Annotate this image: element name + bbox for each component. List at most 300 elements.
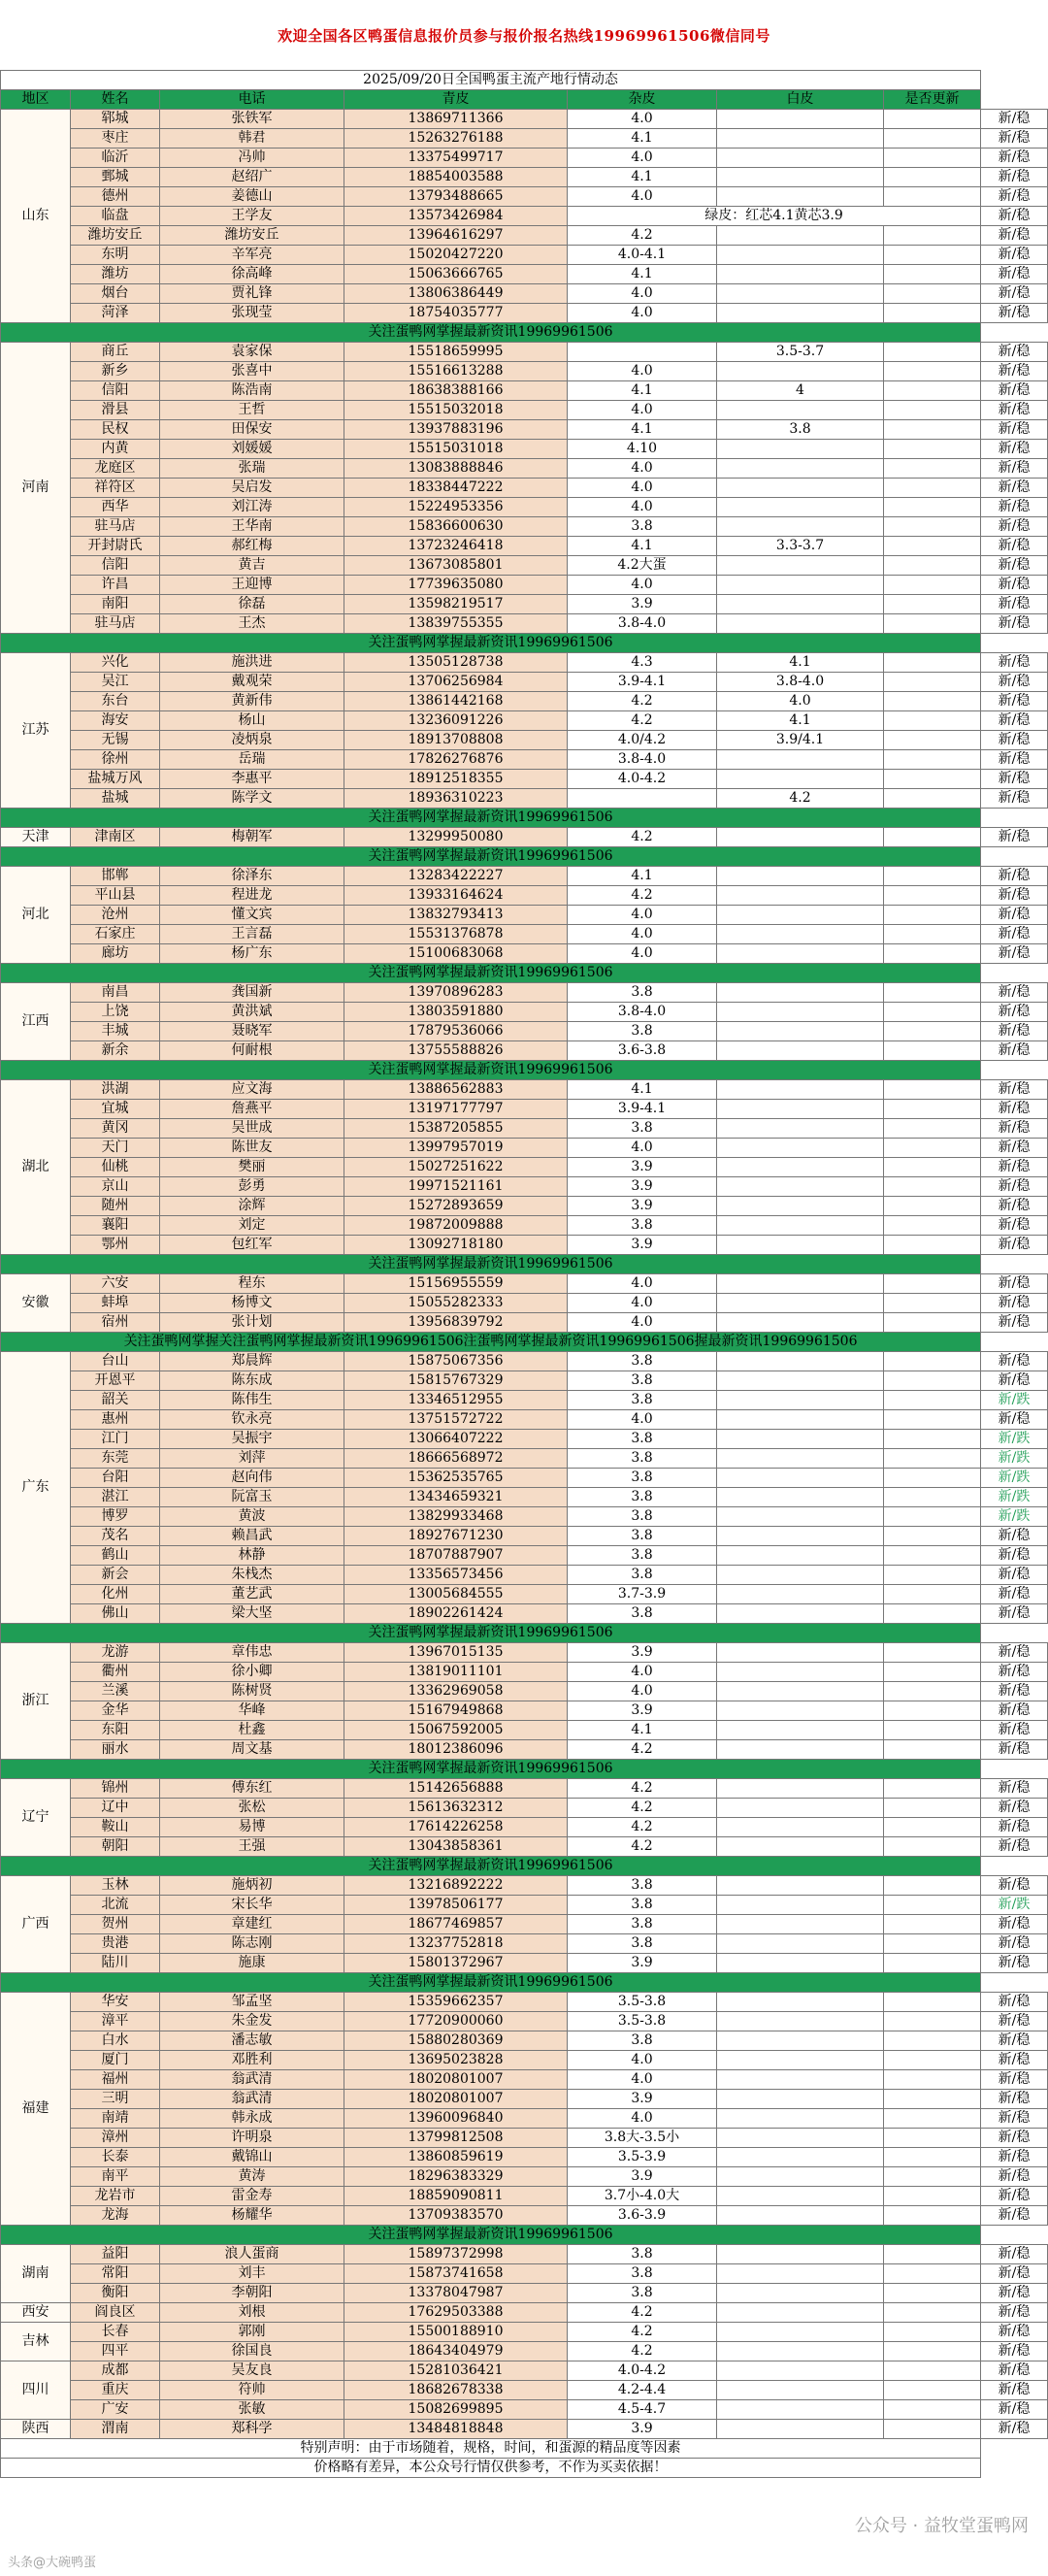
city-cell: 丰城 xyxy=(71,1022,160,1041)
city-cell: 廊坊 xyxy=(71,944,160,964)
table-row xyxy=(1,750,1048,770)
bai-price-cell xyxy=(884,2323,981,2342)
bai-price-cell xyxy=(884,1003,981,1022)
phone-cell: 15500188910 xyxy=(344,2323,568,2342)
name-cell: 潘志敏 xyxy=(160,2031,344,2051)
qing-price-cell: 4.1 xyxy=(568,265,717,284)
phone-cell: 15020427220 xyxy=(344,246,568,265)
bai-price-cell xyxy=(884,770,981,789)
city-cell: 西华 xyxy=(71,498,160,517)
city-cell: 信阳 xyxy=(71,381,160,401)
bai-price-cell xyxy=(884,1566,981,1585)
status-cell: 新/稳 xyxy=(981,2245,1048,2264)
phone-cell: 13346512955 xyxy=(344,1391,568,1410)
status-cell: 新/稳 xyxy=(981,2361,1048,2381)
city-cell: 鞍山 xyxy=(71,1818,160,1837)
status-cell: 新/稳 xyxy=(981,789,1048,809)
za-price-cell xyxy=(717,2187,884,2206)
za-price-cell xyxy=(717,1643,884,1663)
qing-price-cell: 4.2 xyxy=(568,711,717,731)
notice-cell: 关注蛋鸭网掌握最新资讯19969961506 xyxy=(1,634,981,653)
table-row xyxy=(1,1954,1048,1973)
city-cell: 湛江 xyxy=(71,1488,160,1507)
qing-price-cell: 4.2 xyxy=(568,1779,717,1799)
za-price-cell xyxy=(717,1371,884,1391)
name-cell: 杨山 xyxy=(160,711,344,731)
phone-cell: 13299950080 xyxy=(344,828,568,847)
za-price-cell xyxy=(717,1585,884,1604)
name-cell: 徐泽东 xyxy=(160,867,344,886)
header-za: 杂皮 xyxy=(568,90,717,110)
za-price-cell xyxy=(717,2070,884,2090)
phone-cell: 15516613288 xyxy=(344,362,568,381)
city-cell: 华安 xyxy=(71,1993,160,2012)
phone-cell: 18927671230 xyxy=(344,1527,568,1546)
bai-price-cell xyxy=(884,925,981,944)
table-row xyxy=(1,1410,1048,1430)
notice-cell: 关注蛋鸭网掌握关注蛋鸭网掌握最新资讯19969961506注蛋鸭网掌握最新资讯19969961506握最新资讯19969961506 xyxy=(1,1333,981,1352)
status-cell: 新/稳 xyxy=(981,149,1048,168)
table-row xyxy=(1,1527,1048,1546)
za-price-cell xyxy=(717,2381,884,2400)
qing-price-cell: 4.0 xyxy=(568,304,717,323)
phone-cell: 13375499717 xyxy=(344,149,568,168)
phone-cell: 15167949868 xyxy=(344,1701,568,1721)
table-row xyxy=(1,1236,1048,1255)
za-price-cell xyxy=(717,828,884,847)
notice-row xyxy=(1,2226,1048,2245)
qing-price-cell: 4.0 xyxy=(568,1682,717,1701)
name-cell: 徐磊 xyxy=(160,595,344,614)
za-price-cell xyxy=(717,1896,884,1915)
city-cell: 玉林 xyxy=(71,1876,160,1896)
phone-cell: 17614226258 xyxy=(344,1818,568,1837)
bai-price-cell xyxy=(884,343,981,362)
city-cell: 兰溪 xyxy=(71,1682,160,1701)
status-cell: 新/稳 xyxy=(981,1818,1048,1837)
name-cell: 刘萍 xyxy=(160,1449,344,1469)
status-cell: 新/稳 xyxy=(981,129,1048,149)
header-qing: 青皮 xyxy=(344,90,568,110)
phone-cell: 18682678338 xyxy=(344,2381,568,2400)
za-price-cell xyxy=(717,2323,884,2342)
phone-cell: 13978506177 xyxy=(344,1896,568,1915)
qing-price-cell: 3.8大-3.5小 xyxy=(568,2129,717,2148)
qing-price-cell: 3.9 xyxy=(568,1197,717,1216)
za-price-cell xyxy=(717,1294,884,1313)
za-price-cell xyxy=(717,2129,884,2148)
qing-price-cell: 4.0 xyxy=(568,110,717,129)
za-price-cell xyxy=(717,284,884,304)
name-cell: 戴锦山 xyxy=(160,2148,344,2167)
qing-price-cell: 4.0 xyxy=(568,1663,717,1682)
qing-price-cell: 3.5-3.9 xyxy=(568,2148,717,2167)
za-price-cell xyxy=(717,556,884,576)
bai-price-cell xyxy=(884,187,981,207)
name-cell: 王杰 xyxy=(160,614,344,634)
bai-price-cell xyxy=(884,1721,981,1740)
name-cell: 傅东红 xyxy=(160,1779,344,1799)
name-cell: 包红军 xyxy=(160,1236,344,1255)
city-cell: 衢州 xyxy=(71,1663,160,1682)
table-row xyxy=(1,2148,1048,2167)
za-price-cell xyxy=(717,1022,884,1041)
status-cell: 新/稳 xyxy=(981,110,1048,129)
name-cell: 袁家保 xyxy=(160,343,344,362)
status-cell: 新/稳 xyxy=(981,1313,1048,1333)
region-cell: 湖南 xyxy=(1,2245,71,2303)
bai-price-cell xyxy=(884,789,981,809)
phone-cell: 13709383570 xyxy=(344,2206,568,2226)
name-cell: 聂晓军 xyxy=(160,1022,344,1041)
name-cell: 赖昌武 xyxy=(160,1527,344,1546)
phone-cell: 15387205855 xyxy=(344,1119,568,1139)
bai-price-cell xyxy=(884,1371,981,1391)
za-price-cell xyxy=(717,1274,884,1294)
bai-price-cell xyxy=(884,168,981,187)
bai-price-cell xyxy=(884,1100,981,1119)
city-cell: 东台 xyxy=(71,692,160,711)
bai-price-cell xyxy=(884,1469,981,1488)
city-cell: 东明 xyxy=(71,246,160,265)
bai-price-cell xyxy=(884,420,981,440)
city-cell: 金华 xyxy=(71,1701,160,1721)
bai-price-cell xyxy=(884,653,981,673)
status-cell: 新/稳 xyxy=(981,692,1048,711)
za-price-cell xyxy=(717,2109,884,2129)
za-price-cell xyxy=(717,2012,884,2031)
qing-price-cell: 3.8 xyxy=(568,1915,717,1934)
phone-cell: 13043858361 xyxy=(344,1837,568,1857)
status-cell: 新/稳 xyxy=(981,1100,1048,1119)
qing-price-cell: 3.9 xyxy=(568,595,717,614)
qing-price-cell: 4.2 xyxy=(568,2342,717,2361)
status-cell: 新/稳 xyxy=(981,517,1048,537)
phone-cell: 15515031018 xyxy=(344,440,568,459)
city-cell: 吴江 xyxy=(71,673,160,692)
qing-price-cell xyxy=(568,343,717,362)
name-cell: 程进龙 xyxy=(160,886,344,906)
name-cell: 刘丰 xyxy=(160,2264,344,2284)
bai-price-cell xyxy=(884,2284,981,2303)
table-row xyxy=(1,556,1048,576)
name-cell: 王言磊 xyxy=(160,925,344,944)
table-row xyxy=(1,2245,1048,2264)
za-price-cell xyxy=(717,401,884,420)
table-row xyxy=(1,343,1048,362)
status-cell: 新/稳 xyxy=(981,1604,1048,1624)
za-price-cell xyxy=(717,2148,884,2167)
city-cell: 惠州 xyxy=(71,1410,160,1430)
city-cell: 佛山 xyxy=(71,1604,160,1624)
name-cell: 詹燕平 xyxy=(160,1100,344,1119)
phone-cell: 13362969058 xyxy=(344,1682,568,1701)
qing-price-cell: 4.2 xyxy=(568,692,717,711)
status-cell: 新/稳 xyxy=(981,1566,1048,1585)
table-row xyxy=(1,886,1048,906)
bai-price-cell xyxy=(884,2031,981,2051)
region-cell: 辽宁 xyxy=(1,1779,71,1857)
notice-row xyxy=(1,634,1048,653)
bai-price-cell xyxy=(884,1080,981,1100)
bai-price-cell xyxy=(884,595,981,614)
city-cell: 台阳 xyxy=(71,1469,160,1488)
status-cell: 新/稳 xyxy=(981,2129,1048,2148)
table-row xyxy=(1,983,1048,1003)
bai-price-cell xyxy=(884,2051,981,2070)
phone-cell: 13484818848 xyxy=(344,2420,568,2439)
bai-price-cell xyxy=(884,1643,981,1663)
qing-price-cell: 3.9-4.1 xyxy=(568,673,717,692)
city-cell: 龙庭区 xyxy=(71,459,160,479)
qing-price-cell: 4.2 xyxy=(568,1740,717,1760)
qing-price-cell: 3.8 xyxy=(568,1430,717,1449)
region-cell: 江苏 xyxy=(1,653,71,809)
za-price-cell xyxy=(717,1003,884,1022)
watermark-right: 公众号 · 益牧堂蛋鸭网 xyxy=(854,2516,1029,2536)
city-cell: 菏泽 xyxy=(71,304,160,323)
city-cell: 滑县 xyxy=(71,401,160,420)
bai-price-cell xyxy=(884,1527,981,1546)
table-row xyxy=(1,2284,1048,2303)
za-price-cell xyxy=(717,226,884,246)
status-cell: 新/稳 xyxy=(981,867,1048,886)
phone-cell: 13092718180 xyxy=(344,1236,568,1255)
city-cell: 潍坊安丘 xyxy=(71,226,160,246)
za-price-cell xyxy=(717,1177,884,1197)
notice-cell: 关注蛋鸭网掌握最新资讯19969961506 xyxy=(1,1857,981,1876)
qing-price-cell: 4.0 xyxy=(568,459,717,479)
notice-cell: 关注蛋鸭网掌握最新资讯19969961506 xyxy=(1,1061,981,1080)
notice-row xyxy=(1,964,1048,983)
name-cell: 刘根 xyxy=(160,2303,344,2323)
za-price-cell: 3.8 xyxy=(717,420,884,440)
status-cell: 新/稳 xyxy=(981,2400,1048,2420)
phone-cell: 13839755355 xyxy=(344,614,568,634)
qing-price-cell: 4.0-4.2 xyxy=(568,770,717,789)
status-cell: 新/稳 xyxy=(981,1799,1048,1818)
qing-price-cell: 3.9-4.1 xyxy=(568,1100,717,1119)
bai-price-cell xyxy=(884,2400,981,2420)
name-cell: 岳瑞 xyxy=(160,750,344,770)
name-cell: 黄洪斌 xyxy=(160,1003,344,1022)
bai-price-cell xyxy=(884,226,981,246)
phone-cell: 17720900060 xyxy=(344,2012,568,2031)
qing-price-cell: 3.8 xyxy=(568,1216,717,1236)
status-cell: 新/稳 xyxy=(981,1119,1048,1139)
city-cell: 漳平 xyxy=(71,2012,160,2031)
status-cell: 新/稳 xyxy=(981,1934,1048,1954)
table-row xyxy=(1,906,1048,925)
za-price-cell xyxy=(717,2342,884,2361)
bai-price-cell xyxy=(884,110,981,129)
city-cell: 沧州 xyxy=(71,906,160,925)
city-cell: 信阳 xyxy=(71,556,160,576)
phone-cell: 18020801007 xyxy=(344,2090,568,2109)
table-row xyxy=(1,2206,1048,2226)
city-cell: 贵港 xyxy=(71,1934,160,1954)
za-price-cell xyxy=(717,2051,884,2070)
phone-cell: 13673085801 xyxy=(344,556,568,576)
qing-price-cell: 4.10 xyxy=(568,440,717,459)
table-row xyxy=(1,1294,1048,1313)
phone-cell: 13937883196 xyxy=(344,420,568,440)
qing-price-cell: 4.0 xyxy=(568,1313,717,1333)
phone-cell: 15880280369 xyxy=(344,2031,568,2051)
za-price-cell xyxy=(717,1410,884,1430)
za-price-cell xyxy=(717,440,884,459)
za-price-cell: 4.1 xyxy=(717,711,884,731)
qing-price-cell: 3.8 xyxy=(568,1391,717,1410)
status-cell: 新/稳 xyxy=(981,2051,1048,2070)
table-row xyxy=(1,226,1048,246)
status-cell: 新/稳 xyxy=(981,168,1048,187)
bai-price-cell xyxy=(884,673,981,692)
qing-price-cell: 3.9 xyxy=(568,2090,717,2109)
za-price-cell xyxy=(717,1740,884,1760)
city-cell: 新余 xyxy=(71,1041,160,1061)
phone-cell: 13860859619 xyxy=(344,2148,568,2167)
phone-cell: 15063666765 xyxy=(344,265,568,284)
qing-price-cell: 4.2 xyxy=(568,226,717,246)
city-cell: 盐城 xyxy=(71,789,160,809)
bai-price-cell xyxy=(884,1274,981,1294)
bai-price-cell xyxy=(884,2303,981,2323)
name-cell: 施康 xyxy=(160,1954,344,1973)
phone-cell: 18338447222 xyxy=(344,479,568,498)
qing-price-cell: 4.2 xyxy=(568,1799,717,1818)
status-cell: 新/稳 xyxy=(981,925,1048,944)
status-cell: 新/稳 xyxy=(981,537,1048,556)
city-cell: 三明 xyxy=(71,2090,160,2109)
bai-price-cell xyxy=(884,2070,981,2090)
qing-price-cell: 4.2 xyxy=(568,2303,717,2323)
status-cell: 新/稳 xyxy=(981,226,1048,246)
phone-cell: 13237752818 xyxy=(344,1934,568,1954)
header-status: 是否更新 xyxy=(884,90,981,110)
status-cell: 新/稳 xyxy=(981,1876,1048,1896)
name-cell: 吴友良 xyxy=(160,2361,344,2381)
table-row xyxy=(1,2420,1048,2439)
name-cell: 章伟忠 xyxy=(160,1643,344,1663)
bai-price-cell xyxy=(884,1197,981,1216)
name-cell: 张计划 xyxy=(160,1313,344,1333)
status-cell: 新/稳 xyxy=(981,2420,1048,2439)
table-row xyxy=(1,2323,1048,2342)
status-cell: 新/稳 xyxy=(981,673,1048,692)
name-cell: 懂文宾 xyxy=(160,906,344,925)
city-cell: 郓城 xyxy=(71,110,160,129)
header-name: 姓名 xyxy=(71,90,160,110)
city-cell: 天门 xyxy=(71,1139,160,1158)
status-cell: 新/稳 xyxy=(981,1022,1048,1041)
name-cell: 龚国新 xyxy=(160,983,344,1003)
table-row xyxy=(1,595,1048,614)
city-cell: 江门 xyxy=(71,1430,160,1449)
za-price-cell xyxy=(717,1469,884,1488)
bai-price-cell xyxy=(884,459,981,479)
bai-price-cell xyxy=(884,1740,981,1760)
phone-cell: 13197177797 xyxy=(344,1100,568,1119)
za-price-cell xyxy=(717,2206,884,2226)
city-cell: 南阳 xyxy=(71,595,160,614)
city-cell: 鹤山 xyxy=(71,1546,160,1566)
city-cell: 仙桃 xyxy=(71,1158,160,1177)
name-cell: 朱金发 xyxy=(160,2012,344,2031)
table-row xyxy=(1,1876,1048,1896)
name-cell: 陈树贤 xyxy=(160,1682,344,1701)
city-cell: 福州 xyxy=(71,2070,160,2090)
qing-price-cell: 3.8 xyxy=(568,1934,717,1954)
name-cell: 何耐根 xyxy=(160,1041,344,1061)
qing-price-cell: 4.0 xyxy=(568,498,717,517)
bai-price-cell xyxy=(884,1876,981,1896)
name-cell: 梁大坚 xyxy=(160,1604,344,1624)
qing-price-cell: 3.8 xyxy=(568,2031,717,2051)
status-cell: 新/跌 xyxy=(981,1488,1048,1507)
phone-cell: 15281036421 xyxy=(344,2361,568,2381)
qing-price-cell: 3.6-3.9 xyxy=(568,2206,717,2226)
city-cell: 南昌 xyxy=(71,983,160,1003)
phone-cell: 13755588826 xyxy=(344,1041,568,1061)
table-row xyxy=(1,168,1048,187)
bai-price-cell xyxy=(884,2342,981,2361)
za-price-cell xyxy=(717,2245,884,2264)
name-cell: 施炳初 xyxy=(160,1876,344,1896)
city-cell: 津南区 xyxy=(71,828,160,847)
qing-price-cell: 4.1 xyxy=(568,1721,717,1740)
bai-price-cell xyxy=(884,1954,981,1973)
name-cell: 张松 xyxy=(160,1799,344,1818)
bai-price-cell xyxy=(884,2381,981,2400)
status-cell: 新/稳 xyxy=(981,1527,1048,1546)
table-row xyxy=(1,1488,1048,1507)
table-row xyxy=(1,129,1048,149)
qing-price-cell: 3.6-3.8 xyxy=(568,1041,717,1061)
status-cell: 新/稳 xyxy=(981,1721,1048,1740)
bai-price-cell xyxy=(884,1313,981,1333)
status-cell: 新/稳 xyxy=(981,983,1048,1003)
za-price-cell xyxy=(717,1546,884,1566)
phone-cell: 18902261424 xyxy=(344,1604,568,1624)
table-row xyxy=(1,1837,1048,1857)
status-cell: 新/跌 xyxy=(981,1469,1048,1488)
name-cell: 刘媛媛 xyxy=(160,440,344,459)
status-cell: 新/稳 xyxy=(981,1701,1048,1721)
table-row xyxy=(1,1721,1048,1740)
bai-price-cell xyxy=(884,362,981,381)
notice-cell: 关注蛋鸭网掌握最新资讯19969961506 xyxy=(1,964,981,983)
footer-disclaimer-2: 价格略有差异，本公众号行情仅供参考，不作为买卖依据！ xyxy=(1,2459,981,2478)
phone-cell: 13933164624 xyxy=(344,886,568,906)
table-row xyxy=(1,2264,1048,2284)
name-cell: 冯帅 xyxy=(160,149,344,168)
name-cell: 林静 xyxy=(160,1546,344,1566)
city-cell: 潍坊 xyxy=(71,265,160,284)
table-row xyxy=(1,1701,1048,1721)
za-price-cell xyxy=(717,867,884,886)
table-row xyxy=(1,265,1048,284)
bai-price-cell xyxy=(884,2129,981,2148)
qing-price-cell: 4.0-4.2 xyxy=(568,2361,717,2381)
table-row xyxy=(1,2303,1048,2323)
status-cell: 新/稳 xyxy=(981,1294,1048,1313)
phone-cell: 15518659995 xyxy=(344,343,568,362)
status-cell: 新/稳 xyxy=(981,2167,1048,2187)
qing-price-cell: 3.8 xyxy=(568,1876,717,1896)
table-row xyxy=(1,1391,1048,1410)
table-row xyxy=(1,1934,1048,1954)
